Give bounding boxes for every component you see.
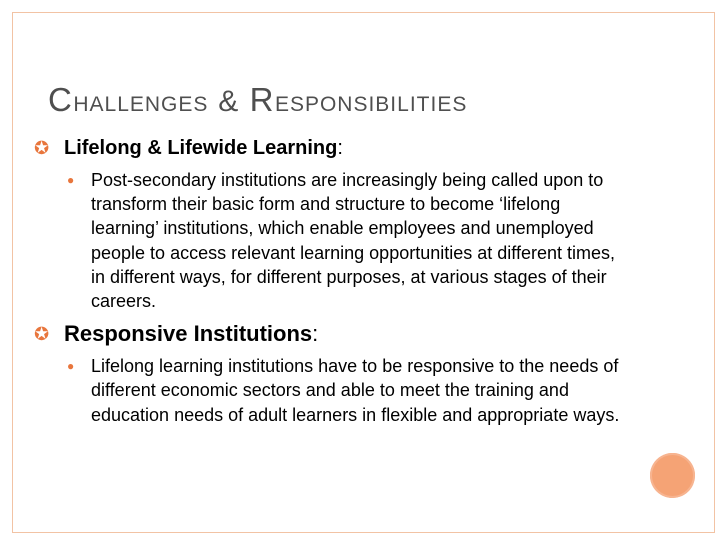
decorative-circle [650, 453, 695, 498]
section-heading: Responsive Institutions [64, 321, 313, 347]
title-rest-1: hallenges [73, 85, 209, 118]
bullet-item-lifelong-learning [34, 133, 674, 163]
section-heading: Lifelong & Lifewide Learning [64, 137, 338, 159]
sub-bullet-icon: ● [67, 173, 75, 187]
heading-colon: : [337, 137, 343, 159]
bullet-item-responsive-institutions [34, 319, 674, 349]
sub-bullet-icon: ● [67, 359, 75, 374]
sub-bullet-text: Post-secondary institutions are increasingly being called upon to transform their basic form and structure to become ‘lifelong learning’ institutions, which enable employees and unemployed people to access relevant learning opportunities at different times, in different ways, for different purposes, at various stages of their careers. [91, 170, 615, 312]
bullet-heading-text [64, 319, 318, 349]
bullet-heading-text [64, 133, 343, 163]
title-ampersand: & [208, 85, 250, 118]
title-rest-2: esponsibilities [274, 85, 468, 118]
slide-content [34, 131, 674, 433]
sub-bullet-text: Lifelong learning institutions have to be responsive to the needs of different economic sectors and able to meet the training and education needs of adult learners in flexible and appropriate ways. [91, 356, 620, 425]
sub-bullet-item [64, 354, 674, 427]
sub-list-responsive [64, 354, 674, 427]
bullet-icon: ✪ [34, 138, 50, 158]
sub-list-lifelong [64, 168, 674, 313]
sub-bullet-item [64, 168, 674, 313]
title-initial-1: C [48, 81, 74, 118]
bullet-icon: ✪ [34, 324, 50, 345]
slide-title [48, 82, 467, 118]
title-initial-2: R [249, 81, 275, 118]
heading-colon: : [312, 321, 319, 347]
